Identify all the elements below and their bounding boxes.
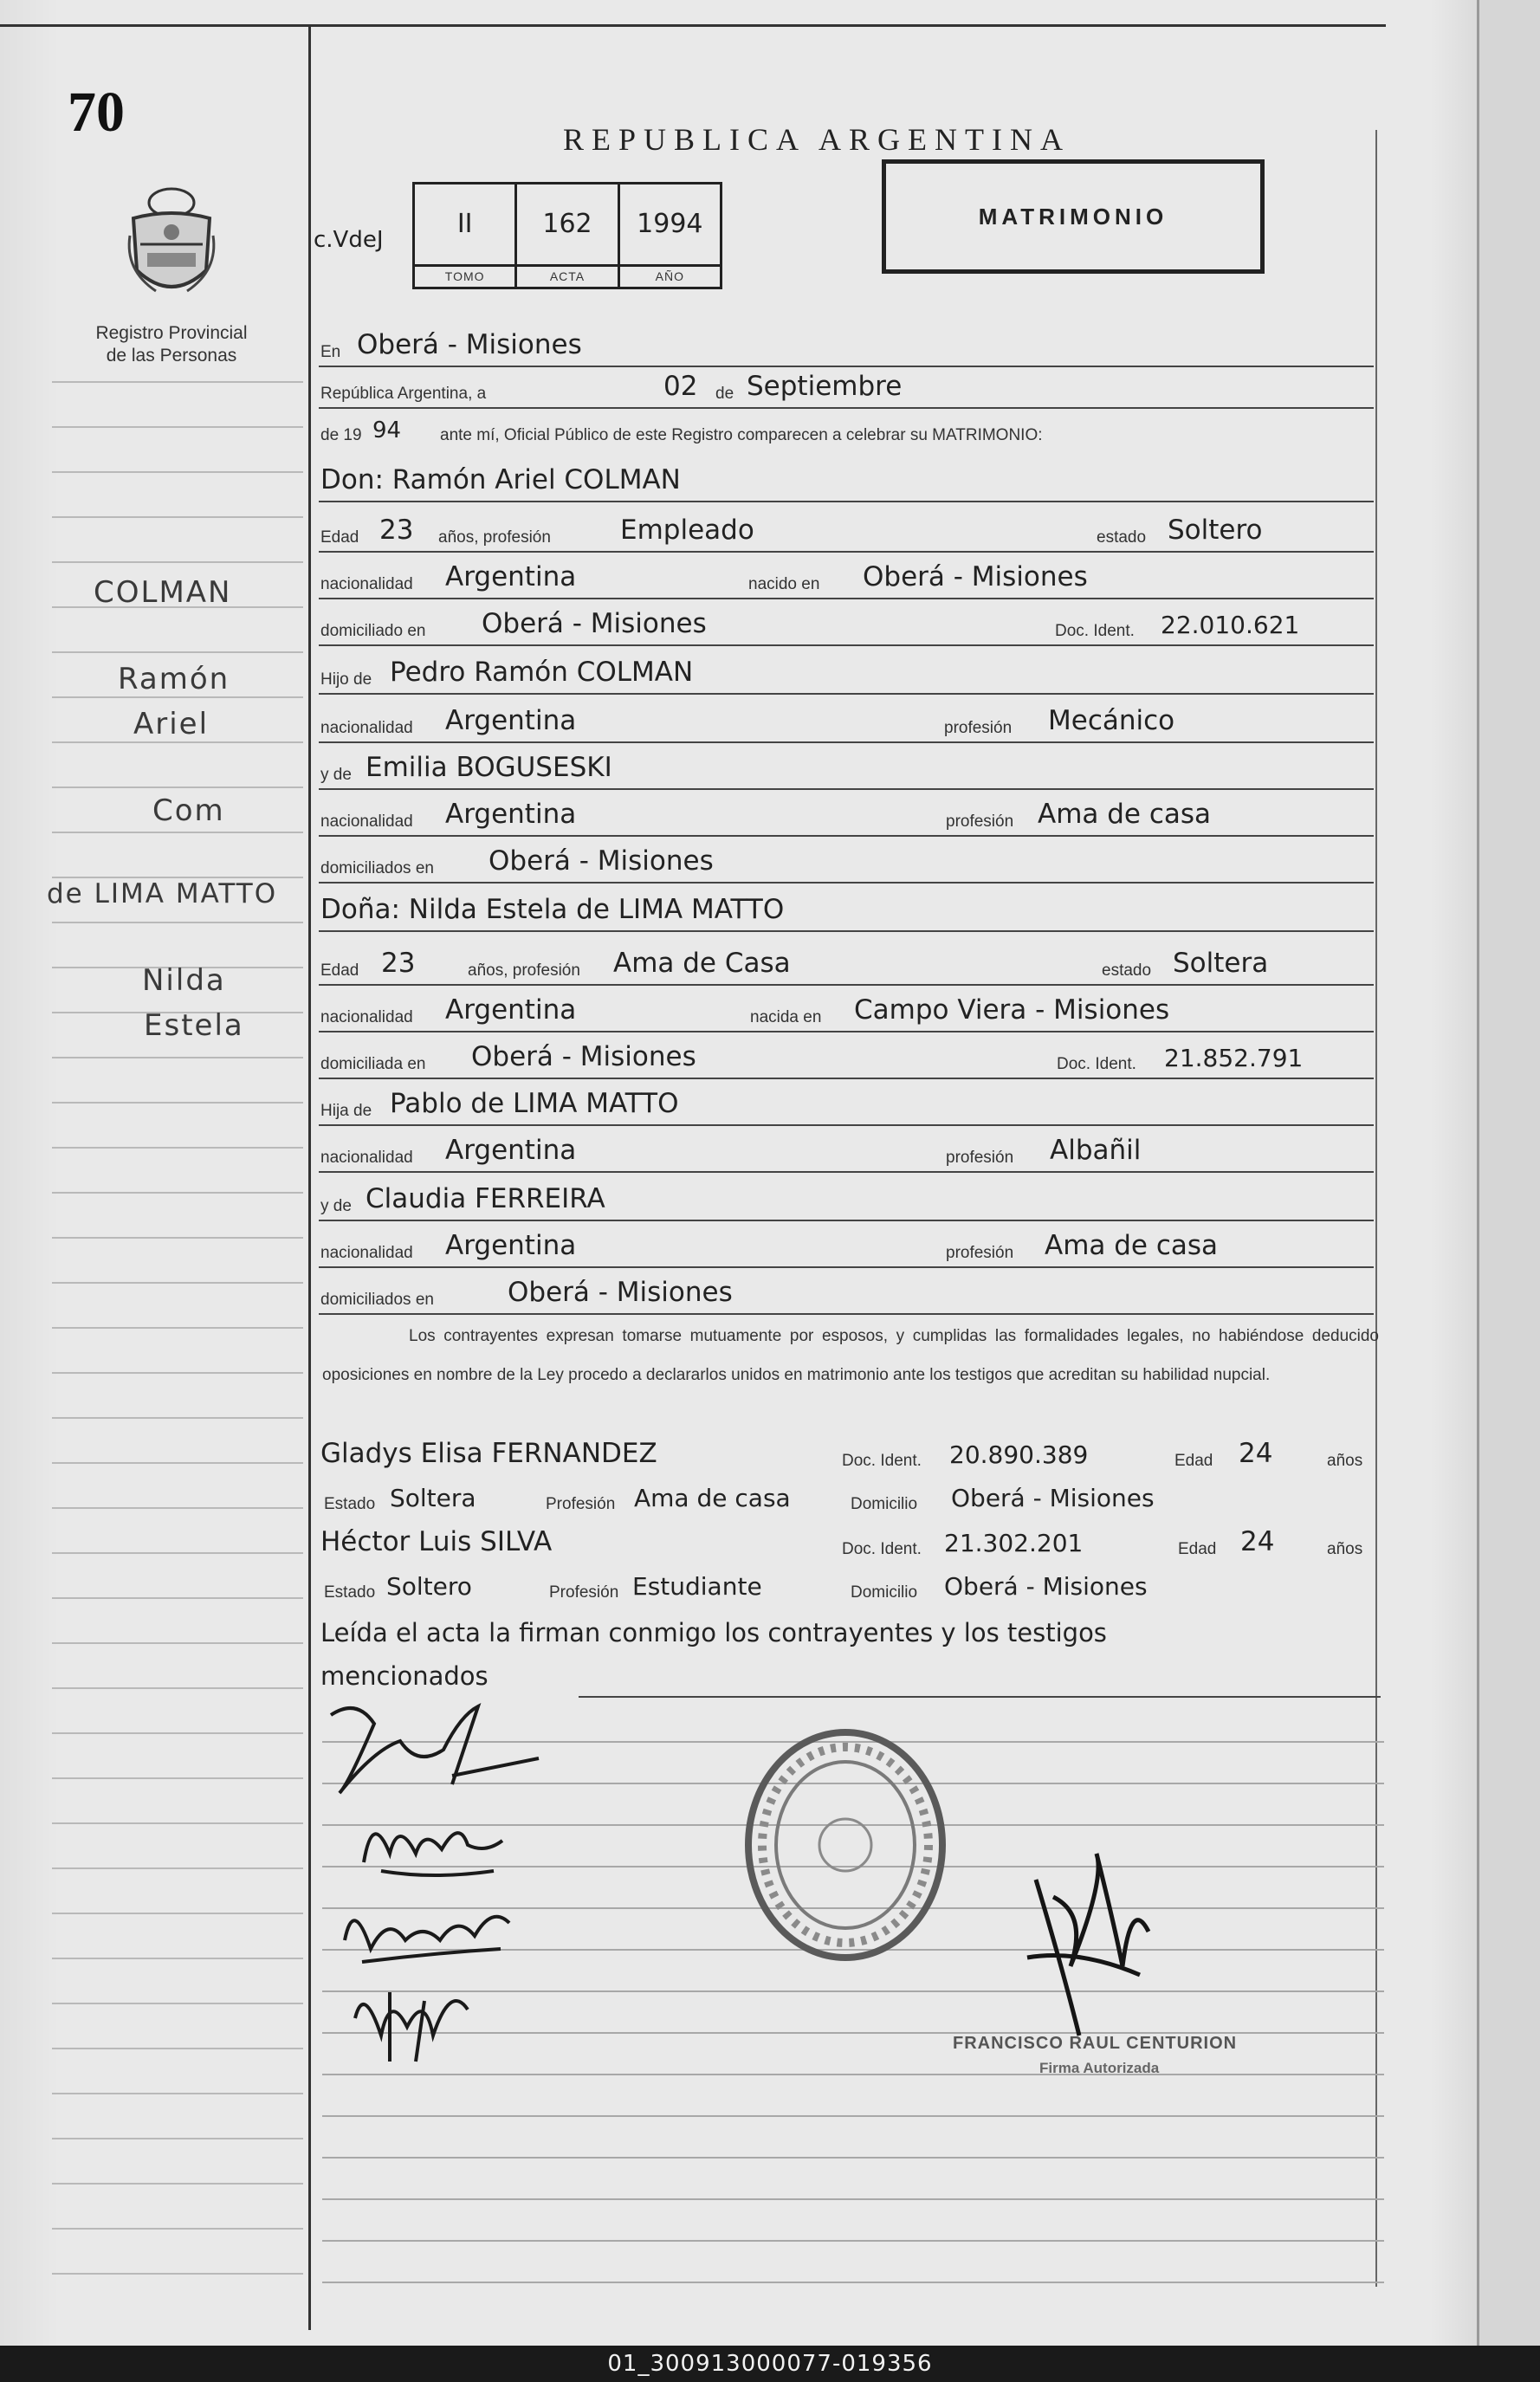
bride-parents-dom-label: domiciliados en <box>320 1291 434 1309</box>
margin-rule-line <box>52 1552 303 1554</box>
groom-mother-nat-label: nacionalidad <box>320 812 413 831</box>
signature-official <box>1019 1845 1157 2044</box>
groom-profession: Empleado <box>620 515 754 546</box>
en-label: En <box>320 343 341 361</box>
signature-witness2 <box>338 1966 494 2070</box>
bride-dom-label: domiciliada en <box>320 1055 426 1073</box>
groom-mother-prof: Ama de casa <box>1038 799 1212 830</box>
intro-text: ante mí, Oficial Público de este Registro comparecen a celebrar su MATRIMONIO: <box>440 426 1043 444</box>
margin-rule-line <box>52 1507 303 1509</box>
groom-mother: Emilia BOGUSESKI <box>366 752 612 783</box>
margin-rule-line <box>52 1057 303 1058</box>
groom-nacido-label: nacido en <box>748 575 820 593</box>
margin-rule-line <box>52 1913 303 1914</box>
row-bride-father-nat <box>319 1131 1374 1173</box>
bride-profession: Ama de Casa <box>613 948 791 979</box>
ano-cell <box>620 184 720 287</box>
groom-name: Don: Ramón Ariel COLMAN <box>320 464 681 495</box>
bride-father: Pablo de LIMA MATTO <box>390 1088 679 1119</box>
witness1-doc-label: Doc. Ident. <box>842 1452 922 1470</box>
bride-father-prof-label: profesión <box>946 1149 1014 1167</box>
margin-note-bride-surname: de LIMA MATTO <box>47 878 278 909</box>
groom-parents-dom-label: domiciliados en <box>320 859 434 877</box>
registry-line2: de las Personas <box>106 346 237 366</box>
bride-age: 23 <box>381 948 416 979</box>
official-name: FRANCISCO RAUL CENTURION <box>953 2034 1238 2053</box>
margin-note-con: Com <box>152 793 225 828</box>
closing-line2: mencionados <box>320 1661 489 1691</box>
witness1-anos-label: años <box>1327 1452 1363 1470</box>
row-groom-dom <box>319 605 1374 646</box>
margin-note-bride-second: Estela <box>144 1008 244 1043</box>
bride-parents-dom: Oberá - Misiones <box>508 1277 733 1308</box>
bride-nac-label: nacionalidad <box>320 1008 413 1026</box>
bride-mother-prof-label: profesión <box>946 1244 1014 1262</box>
margin-rule-line <box>52 786 303 788</box>
margin-rule-line <box>52 741 303 743</box>
day-value: 02 <box>663 371 698 402</box>
bride-mother-prof: Ama de casa <box>1045 1230 1219 1261</box>
bride-nacida-label: nacida en <box>750 1008 822 1026</box>
signature-rule-line <box>322 2157 1384 2159</box>
margin-rule-line <box>52 1282 303 1284</box>
de-label: de <box>715 385 734 403</box>
margin-rule-line <box>52 1237 303 1239</box>
margin-rule-line <box>52 1642 303 1644</box>
witness1-dom-label: Domicilio <box>851 1495 918 1513</box>
bride-father-nat-label: nacionalidad <box>320 1149 413 1167</box>
margin-rule-line <box>52 1147 303 1149</box>
margin-rule-line <box>52 1102 303 1104</box>
margin-rule-line <box>52 516 303 518</box>
row-witness1 <box>319 1434 1381 1476</box>
registry-line1: Registro Provincial <box>95 323 248 343</box>
bride-status: Soltera <box>1173 948 1269 979</box>
row-bride-mother <box>319 1180 1374 1221</box>
signature-witness1 <box>336 1888 527 1975</box>
margin-rule-line <box>52 2048 303 2049</box>
margin-rule-line <box>52 1732 303 1734</box>
margin-rule-line <box>52 1417 303 1419</box>
margin-rule-line <box>52 2093 303 2094</box>
witness1-doc: 20.890.389 <box>949 1440 1089 1469</box>
margin-note-second-name: Ariel <box>133 707 210 741</box>
margin-rule-line <box>52 561 303 563</box>
row-groom-name <box>319 461 1374 502</box>
tomo-value: II <box>456 209 473 239</box>
witness2-estado-label: Estado <box>324 1583 376 1602</box>
witness2-age: 24 <box>1240 1526 1275 1557</box>
bride-domicile: Oberá - Misiones <box>471 1041 696 1072</box>
groom-father-nat: Argentina <box>445 705 577 736</box>
margin-rule-line <box>52 2138 303 2139</box>
witness1-edad-label: Edad <box>1174 1452 1213 1470</box>
row-bride-name <box>319 890 1374 932</box>
tomo-cell <box>415 184 517 287</box>
groom-dom-label: domiciliado en <box>320 622 426 640</box>
row-witness1-detail <box>319 1478 1381 1519</box>
groom-hijo-label: Hijo de <box>320 670 372 689</box>
margin-rule-line <box>52 1327 303 1329</box>
groom-doc-label: Doc. Ident. <box>1055 622 1135 640</box>
top-edge-line <box>0 24 1386 27</box>
year-prefix: de 19 <box>320 426 362 444</box>
margin-note-first-name: Ramón <box>118 662 230 696</box>
margin-rule-line <box>52 922 303 923</box>
row-bride-nat <box>319 991 1374 1032</box>
acta-label: ACTA <box>517 264 617 287</box>
adjacent-page-edge <box>1477 0 1540 2346</box>
margin-rule-line <box>52 1867 303 1869</box>
page-number: 70 <box>68 81 125 144</box>
witness2-dom-label: Domicilio <box>851 1583 918 1602</box>
row-groom-parents-dom <box>319 842 1374 884</box>
signature-rule-line <box>322 2240 1384 2242</box>
groom-father-nat-label: nacionalidad <box>320 719 413 737</box>
bride-doc: 21.852.791 <box>1164 1044 1304 1072</box>
declaration-text: Los contrayentes expresan tomarse mutuamente por esposos, y cumplidas las formalidades legales, no habiéndose deducido oposiciones en nombre de la Ley procedo a declararlos unidos en matrimonio ante los testigos que acreditan su habilidad nupcial. <box>322 1327 1379 1384</box>
place-value: Oberá - Misiones <box>357 329 582 360</box>
form-right-border <box>1375 130 1377 2287</box>
witness2-status: Soltero <box>386 1572 472 1601</box>
margin-rule-line <box>52 2273 303 2275</box>
witness2-name: Héctor Luis SILVA <box>320 1526 553 1557</box>
groom-father: Pedro Ramón COLMAN <box>390 657 694 688</box>
bride-hija-label: Hija de <box>320 1102 372 1120</box>
bride-birthplace: Campo Viera - Misiones <box>854 994 1170 1026</box>
groom-mother-nat: Argentina <box>445 799 577 830</box>
bride-mother-nat-label: nacionalidad <box>320 1244 413 1262</box>
witness2-edad-label: Edad <box>1178 1540 1217 1558</box>
margin-rule-line <box>52 2183 303 2185</box>
groom-profesion-label: años, profesión <box>438 528 551 547</box>
witness1-age: 24 <box>1239 1438 1273 1469</box>
groom-nac-label: nacionalidad <box>320 575 413 593</box>
groom-status: Soltero <box>1168 515 1263 546</box>
row-date <box>319 367 1374 409</box>
groom-father-prof: Mecánico <box>1048 705 1175 736</box>
registry-name <box>69 322 274 367</box>
witness2-anos-label: años <box>1327 1540 1363 1558</box>
groom-domicile: Oberá - Misiones <box>482 608 707 639</box>
margin-note-bride-first: Nilda <box>142 963 226 998</box>
cvdel-note: c.VdeJ <box>314 227 384 253</box>
row-closing1 <box>319 1613 1381 1654</box>
bride-nationality: Argentina <box>445 994 577 1026</box>
month-value: Septiembre <box>747 371 903 402</box>
row-groom-mother <box>319 748 1374 790</box>
row-bride-father <box>319 1084 1374 1126</box>
margin-rule-line <box>52 1822 303 1824</box>
groom-mother-prof-label: profesión <box>946 812 1014 831</box>
groom-birthplace: Oberá - Misiones <box>863 561 1088 592</box>
row-bride-mother-nat <box>319 1227 1374 1268</box>
witness2-profession: Estudiante <box>632 1572 762 1601</box>
margin-rule-line <box>52 1597 303 1599</box>
bride-doc-label: Doc. Ident. <box>1057 1055 1136 1073</box>
margin-rule-line <box>52 651 303 653</box>
margin-rule-line <box>52 1462 303 1464</box>
witness1-prof-label: Profesión <box>546 1495 616 1513</box>
acta-value: 162 <box>542 209 592 239</box>
acta-cell <box>517 184 619 287</box>
row-groom-nat <box>319 558 1374 599</box>
groom-edad-label: Edad <box>320 528 359 547</box>
groom-father-prof-label: profesión <box>944 719 1013 737</box>
bride-estado-label: estado <box>1102 961 1152 980</box>
signature-groom <box>322 1689 547 1810</box>
country-title: REPUBLICA ARGENTINA <box>563 122 1071 157</box>
margin-rule-line <box>52 471 303 473</box>
row-witness2-detail <box>319 1566 1381 1608</box>
signature-rule-line <box>322 2074 1384 2075</box>
ano-label: AÑO <box>620 264 720 287</box>
groom-nationality: Argentina <box>445 561 577 592</box>
official-seal-icon <box>741 1724 949 1966</box>
row-place <box>319 326 1374 367</box>
row-groom-mother-nat <box>319 795 1374 837</box>
bride-name: Doña: Nilda Estela de LIMA MATTO <box>320 894 785 925</box>
witness1-estado-label: Estado <box>324 1495 376 1513</box>
row-witness2 <box>319 1523 1381 1564</box>
witness2-domicile: Oberá - Misiones <box>944 1572 1148 1601</box>
row-groom-age <box>319 511 1374 553</box>
official-title: Firma Autorizada <box>1039 2060 1160 2076</box>
signature-rule-line <box>322 2282 1384 2283</box>
bride-profesion-label: años, profesión <box>468 961 580 980</box>
witness2-doc: 21.302.201 <box>944 1529 1084 1557</box>
groom-estado-label: estado <box>1097 528 1147 547</box>
image-id-footer: 01_300913000077-019356 <box>0 2346 1540 2382</box>
bride-edad-label: Edad <box>320 961 359 980</box>
bride-father-prof: Albañil <box>1050 1135 1142 1166</box>
signature-rule-line <box>322 2115 1384 2117</box>
margin-divider <box>308 26 311 2330</box>
margin-rule-line <box>52 696 303 698</box>
ano-value: 1994 <box>637 209 703 239</box>
row-bride-parents-dom <box>319 1273 1374 1315</box>
groom-doc: 22.010.621 <box>1161 611 1300 639</box>
record-box <box>412 182 722 289</box>
signature-bride <box>355 1802 511 1888</box>
margin-rule-line <box>52 2228 303 2230</box>
groom-ydem-label: y de <box>320 766 352 784</box>
witness1-status: Soltera <box>390 1484 476 1512</box>
margin-rule-line <box>52 1687 303 1689</box>
closing-line1: Leída el acta la firman conmigo los contrayentes y los testigos <box>320 1618 1107 1647</box>
bride-ydem-label: y de <box>320 1197 352 1215</box>
row-intro <box>319 409 1374 450</box>
coat-of-arms-icon <box>121 184 222 305</box>
row-groom-father-nat <box>319 702 1374 743</box>
bride-mother-nat: Argentina <box>445 1230 577 1261</box>
margin-rule-line <box>52 832 303 833</box>
margin-rule-line <box>52 381 303 383</box>
margin-rule-line <box>52 1777 303 1779</box>
signature-rule-line <box>322 2198 1384 2200</box>
margin-rule-line <box>52 1372 303 1374</box>
row-bride-dom <box>319 1038 1374 1079</box>
groom-age: 23 <box>379 515 414 546</box>
groom-parents-dom: Oberá - Misiones <box>489 845 714 877</box>
margin-rule-line <box>52 2003 303 2004</box>
witness2-doc-label: Doc. Ident. <box>842 1540 922 1558</box>
act-type-box: MATRIMONIO <box>882 159 1265 274</box>
witness1-profession: Ama de casa <box>634 1484 791 1512</box>
witness1-name: Gladys Elisa FERNANDEZ <box>320 1438 657 1469</box>
witness2-prof-label: Profesión <box>549 1583 619 1602</box>
republica-label: República Argentina, a <box>320 385 487 403</box>
margin-rule-line <box>52 1958 303 1959</box>
bride-mother: Claudia FERREIRA <box>366 1183 605 1214</box>
witness1-domicile: Oberá - Misiones <box>951 1484 1155 1512</box>
tomo-label: TOMO <box>415 264 514 287</box>
margin-rule-line <box>52 426 303 428</box>
margin-note-surname: COLMAN <box>94 575 232 610</box>
row-bride-age <box>319 944 1374 986</box>
margin-rule-line <box>52 1192 303 1194</box>
bride-father-nat: Argentina <box>445 1135 577 1166</box>
row-groom-father <box>319 653 1374 695</box>
year-value: 94 <box>372 417 402 443</box>
